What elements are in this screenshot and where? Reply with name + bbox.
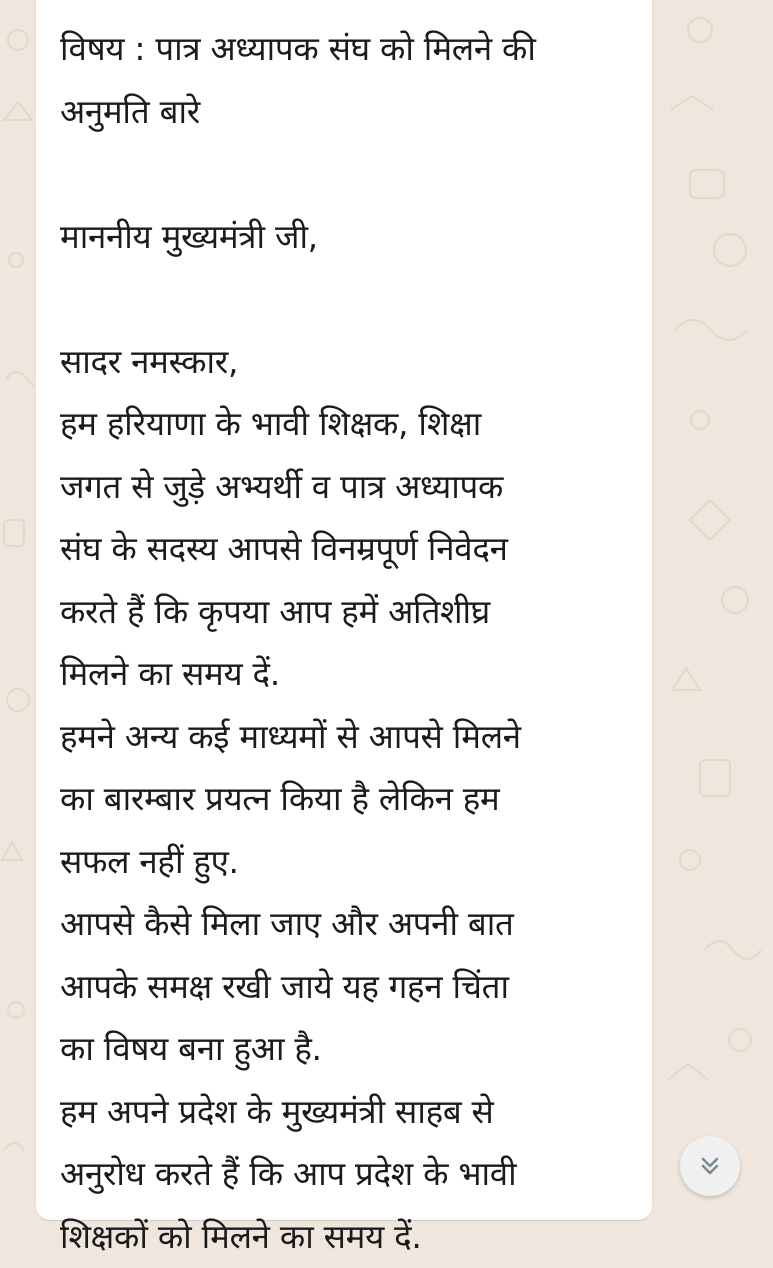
message-line-11: मिलने का समय दें.: [60, 643, 628, 706]
message-line-4: माननीय मुख्यमंत्री जी,: [60, 206, 628, 269]
message-line-19: अनुरोध करते हैं कि आप प्रदेश के भावी: [60, 1143, 628, 1206]
message-line-13: का बारम्बार प्रयत्न किया है लेकिन हम: [60, 768, 628, 831]
message-bubble: [36, 0, 652, 1220]
message-line-14: सफल नहीं हुए.: [60, 831, 628, 894]
message-line-1: विषय : पात्र अध्यापक संघ को मिलने की: [60, 18, 628, 81]
message-line-8: जगत से जुड़े अभ्यर्थी व पात्र अध्यापक: [60, 456, 628, 519]
message-line-9: संघ के सदस्य आपसे विनम्रपूर्ण निवेदन: [60, 518, 628, 581]
message-line-17: का विषय बना हुआ है.: [60, 1018, 628, 1081]
message-line-10: करते हैं कि कृपया आप हमें अतिशीघ्र: [60, 581, 628, 644]
message-blank-line: [60, 143, 628, 206]
message-line-6: सादर नमस्कार,: [60, 331, 628, 394]
message-line-16: आपके समक्ष रखी जाये यह गहन चिंता: [60, 956, 628, 1019]
message-line-12: हमने अन्य कई माध्यमों से आपसे मिलने: [60, 706, 628, 769]
message-line-2: अनुमति बारे: [60, 81, 628, 144]
message-line-15: आपसे कैसे मिला जाए और अपनी बात: [60, 893, 628, 956]
message-blank-line: [60, 268, 628, 331]
message-line-7: हम हरियाणा के भावी शिक्षक, शिक्षा: [60, 393, 628, 456]
double-chevron-down-icon: [697, 1153, 723, 1179]
message-line-20: शिक्षकों को मिलने का समय दें.: [60, 1206, 628, 1268]
scroll-to-bottom-button[interactable]: [680, 1136, 740, 1196]
message-line-18: हम अपने प्रदेश के मुख्यमंत्री साहब से: [60, 1081, 628, 1144]
